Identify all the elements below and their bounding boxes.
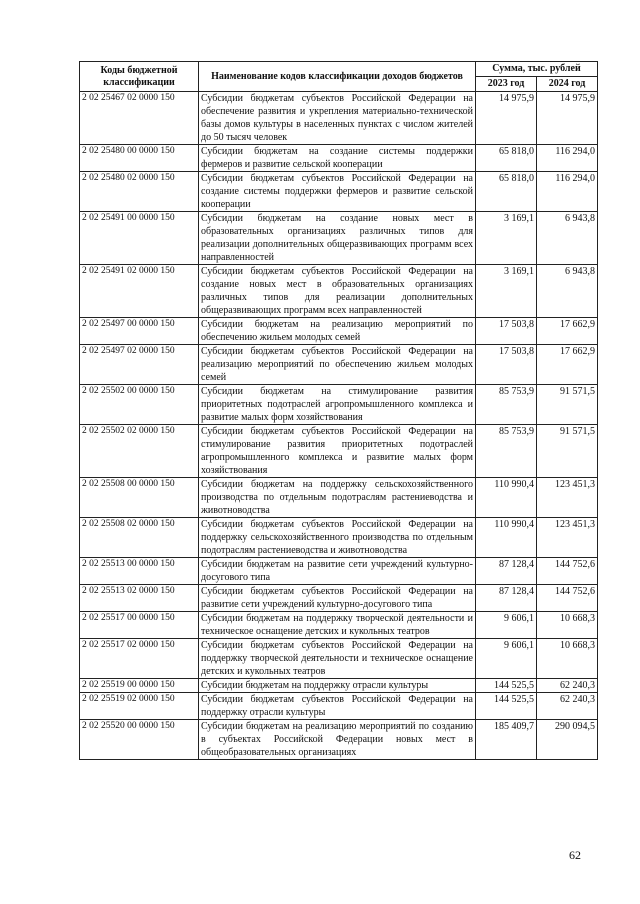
row-value-2023: 3 169,1 — [476, 212, 537, 265]
row-value-2024: 144 752,6 — [537, 585, 598, 612]
row-name: Субсидии бюджетам субъектов Российской Федерации на поддержку отрасли культуры — [199, 693, 476, 720]
table-row — [80, 478, 598, 518]
table-row — [80, 585, 598, 612]
row-value-2023: 3 169,1 — [476, 265, 537, 318]
table-row — [80, 720, 598, 760]
row-value-2024: 91 571,5 — [537, 385, 598, 425]
table-header — [80, 62, 598, 92]
row-value-2023: 144 525,5 — [476, 693, 537, 720]
row-code: 2 02 25517 00 0000 150 — [80, 612, 199, 639]
row-value-2024: 116 294,0 — [537, 145, 598, 172]
row-value-2024: 62 240,3 — [537, 679, 598, 693]
row-code: 2 02 25497 02 0000 150 — [80, 345, 199, 385]
row-value-2023: 85 753,9 — [476, 425, 537, 478]
row-name: Субсидии бюджетам на создание системы поддержки фермеров и развитие сельской кооперации — [199, 145, 476, 172]
table-row — [80, 345, 598, 385]
row-value-2024: 290 094,5 — [537, 720, 598, 760]
row-value-2023: 65 818,0 — [476, 145, 537, 172]
row-code: 2 02 25491 02 0000 150 — [80, 265, 199, 318]
row-name: Субсидии бюджетам на стимулирование развития приоритетных подотраслей агропромышленного комплекса и развитие малых форм хозяйствования — [199, 385, 476, 425]
row-value-2023: 9 606,1 — [476, 612, 537, 639]
row-code: 2 02 25520 00 0000 150 — [80, 720, 199, 760]
row-value-2023: 110 990,4 — [476, 518, 537, 558]
row-code: 2 02 25497 00 0000 150 — [80, 318, 199, 345]
row-value-2023: 144 525,5 — [476, 679, 537, 693]
row-value-2024: 10 668,3 — [537, 612, 598, 639]
row-value-2023: 85 753,9 — [476, 385, 537, 425]
row-name: Субсидии бюджетам субъектов Российской Федерации на поддержку сельскохозяйственного производства по отдельным подотраслям растениеводства и животноводства — [199, 518, 476, 558]
row-value-2024: 91 571,5 — [537, 425, 598, 478]
row-code: 2 02 25502 02 0000 150 — [80, 425, 199, 478]
row-name: Субсидии бюджетам на поддержку творческой деятельности и техническое оснащение детских и кукольных театров — [199, 612, 476, 639]
row-value-2023: 87 128,4 — [476, 585, 537, 612]
row-name: Субсидии бюджетам на поддержку сельскохозяйственного производства по отдельным подотраслям растениеводства и животноводства — [199, 478, 476, 518]
table-row — [80, 518, 598, 558]
row-name: Субсидии бюджетам на создание новых мест в образовательных организациях различных типов для реализации дополнительных общеразвивающих программ всех направленностей — [199, 212, 476, 265]
row-code: 2 02 25502 00 0000 150 — [80, 385, 199, 425]
budget-table — [79, 61, 598, 760]
table-row — [80, 679, 598, 693]
row-code: 2 02 25517 02 0000 150 — [80, 639, 199, 679]
row-name: Субсидии бюджетам субъектов Российской Федерации на развитие сети учреждений культурно-досугового типа — [199, 585, 476, 612]
page-number: 62 — [569, 848, 581, 862]
row-code: 2 02 25480 02 0000 150 — [80, 172, 199, 212]
row-value-2024: 123 451,3 — [537, 518, 598, 558]
table-row — [80, 558, 598, 585]
sum-column-header: Сумма, тыс. рублей — [476, 62, 598, 77]
row-value-2024: 17 662,9 — [537, 345, 598, 385]
row-name: Субсидии бюджетам субъектов Российской Федерации на создание новых мест в образовательных организациях различных типов для реализации дополнительных общеразвивающих программ всех направленностей — [199, 265, 476, 318]
row-code: 2 02 25513 00 0000 150 — [80, 558, 199, 585]
table-row — [80, 385, 598, 425]
table-row — [80, 425, 598, 478]
table-row — [80, 92, 598, 145]
row-value-2023: 110 990,4 — [476, 478, 537, 518]
row-name: Субсидии бюджетам субъектов Российской Федерации на создание системы поддержки фермеров и развитие сельской кооперации — [199, 172, 476, 212]
row-name: Субсидии бюджетам на поддержку отрасли культуры — [199, 679, 476, 693]
table-row — [80, 145, 598, 172]
row-code: 2 02 25508 02 0000 150 — [80, 518, 199, 558]
row-value-2024: 123 451,3 — [537, 478, 598, 518]
row-value-2024: 116 294,0 — [537, 172, 598, 212]
row-name: Субсидии бюджетам субъектов Российской Федерации на стимулирование развития приоритетных подотраслей агропромышленного комплекса и развитие малых форм хозяйствования — [199, 425, 476, 478]
row-value-2023: 17 503,8 — [476, 318, 537, 345]
name-column-header: Наименование кодов классификации доходов бюджетов — [199, 62, 476, 92]
row-code: 2 02 25508 00 0000 150 — [80, 478, 199, 518]
row-value-2023: 185 409,7 — [476, 720, 537, 760]
row-code: 2 02 25491 00 0000 150 — [80, 212, 199, 265]
table-row — [80, 612, 598, 639]
row-value-2024: 144 752,6 — [537, 558, 598, 585]
table-body — [80, 92, 598, 760]
row-name: Субсидии бюджетам субъектов Российской Федерации на реализацию мероприятий по обеспечению жильем молодых семей — [199, 345, 476, 385]
table-row — [80, 265, 598, 318]
table-row — [80, 318, 598, 345]
row-value-2023: 65 818,0 — [476, 172, 537, 212]
row-code: 2 02 25480 00 0000 150 — [80, 145, 199, 172]
row-value-2024: 17 662,9 — [537, 318, 598, 345]
table-row — [80, 212, 598, 265]
year-2023-header: 2023 год — [476, 77, 537, 92]
year-2024-header: 2024 год — [537, 77, 598, 92]
row-value-2023: 17 503,8 — [476, 345, 537, 385]
row-value-2024: 14 975,9 — [537, 92, 598, 145]
row-value-2024: 62 240,3 — [537, 693, 598, 720]
row-value-2024: 6 943,8 — [537, 265, 598, 318]
row-name: Субсидии бюджетам субъектов Российской Федерации на поддержку творческой деятельности и техническое оснащение детских и кукольных театров — [199, 639, 476, 679]
table-row — [80, 639, 598, 679]
row-name: Субсидии бюджетам на реализацию мероприятий по созданию в субъектах Российской Федерации новых мест в общеобразовательных организациях — [199, 720, 476, 760]
table-row — [80, 172, 598, 212]
row-value-2024: 10 668,3 — [537, 639, 598, 679]
row-code: 2 02 25519 00 0000 150 — [80, 679, 199, 693]
row-value-2023: 9 606,1 — [476, 639, 537, 679]
row-code: 2 02 25513 02 0000 150 — [80, 585, 199, 612]
row-value-2023: 14 975,9 — [476, 92, 537, 145]
table-row — [80, 693, 598, 720]
row-value-2023: 87 128,4 — [476, 558, 537, 585]
row-name: Субсидии бюджетам на реализацию мероприятий по обеспечению жильем молодых семей — [199, 318, 476, 345]
row-code: 2 02 25467 02 0000 150 — [80, 92, 199, 145]
row-value-2024: 6 943,8 — [537, 212, 598, 265]
row-name: Субсидии бюджетам субъектов Российской Федерации на обеспечение развития и укрепления материально-технической базы домов культуры в населенных пунктах с числом жителей до 50 тысяч человек — [199, 92, 476, 145]
row-code: 2 02 25519 02 0000 150 — [80, 693, 199, 720]
code-column-header: Коды бюджетной классификации — [80, 62, 199, 92]
row-name: Субсидии бюджетам на развитие сети учреждений культурно-досугового типа — [199, 558, 476, 585]
